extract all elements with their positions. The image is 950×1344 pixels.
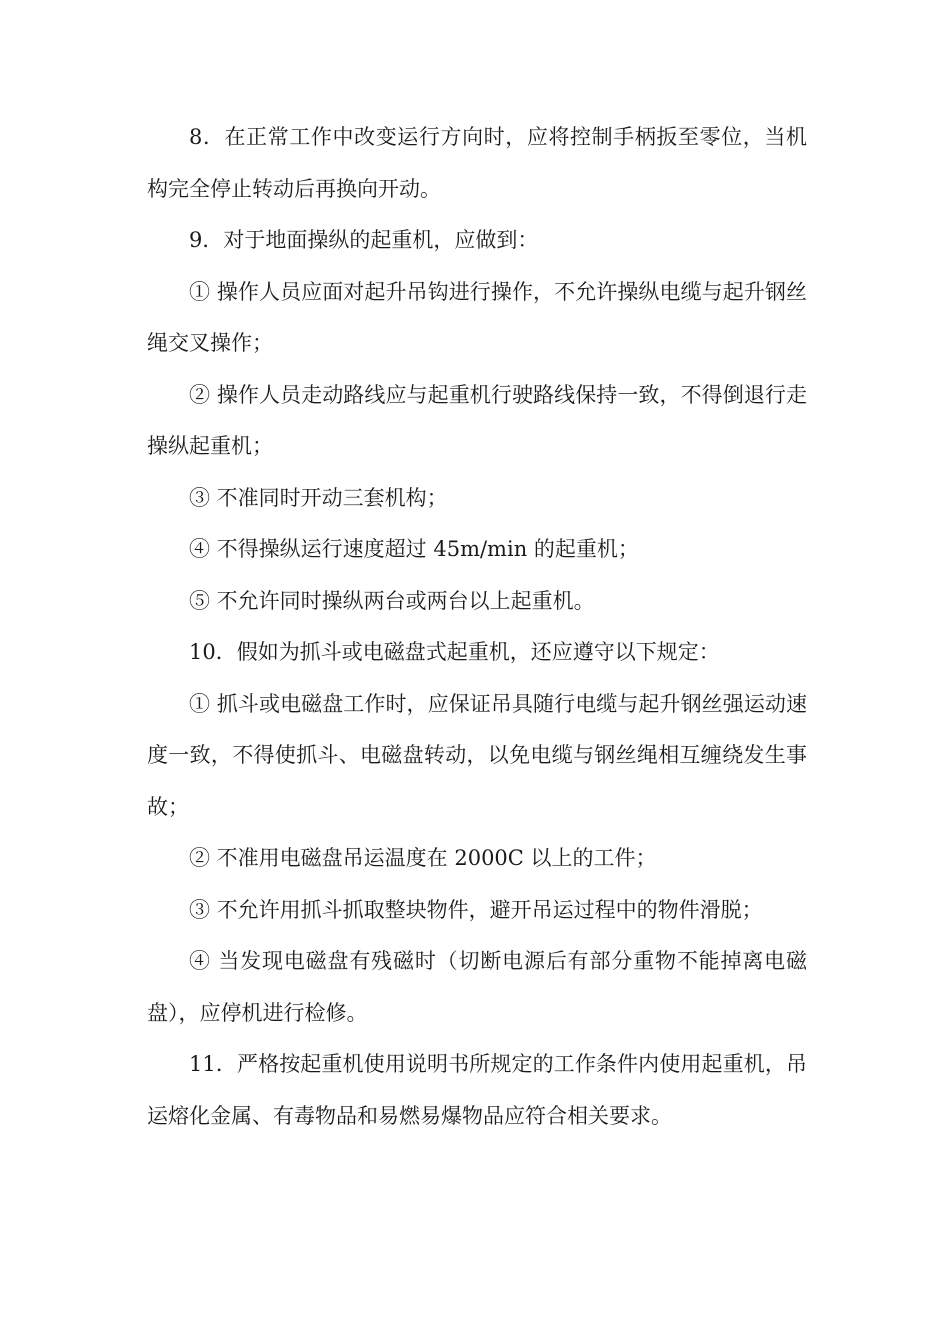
paragraph-item-8: 8．在正常工作中改变运行方向时，应将控制手柄扳至零位，当机构完全停止转动后再换向开动。 bbox=[147, 125, 807, 201]
paragraph-subitem-9-1: ① 操作人员应面对起升吊钩进行操作，不允许操纵电缆与起升钢丝绳交叉操作； bbox=[147, 279, 807, 355]
paragraph-subitem-10-1: ① 抓斗或电磁盘工作时，应保证吊具随行电缆与起升钢丝强运动速度一致，不得使抓斗、电磁盘转动，以免电缆与钢丝绳相互缠绕发生事故； bbox=[147, 691, 807, 819]
paragraph-subitem-10-4: ④ 当发现电磁盘有残磁时（切断电源后有部分重物不能掉离电磁盘），应停机进行检修。 bbox=[147, 949, 807, 1025]
paragraph-item-10: 10．假如为抓斗或电磁盘式起重机，还应遵守以下规定： bbox=[189, 640, 720, 664]
paragraph-subitem-10-3: ③ 不允许用抓斗抓取整块物件，避开吊运过程中的物件滑脱； bbox=[189, 897, 763, 922]
paragraph-subitem-10-2: ② 不准用电磁盘吊运温度在 2000C 以上的工件； bbox=[189, 846, 657, 870]
paragraph-subitem-9-4: ④ 不得操纵运行速度超过 45m/min 的起重机； bbox=[189, 537, 639, 561]
paragraph-item-11: 11．严格按起重机使用说明书所规定的工作条件内使用起重机，吊运熔化金属、有毒物品和易燃易爆物品应符合相关要求。 bbox=[147, 1052, 807, 1128]
paragraph-subitem-9-3: ③ 不准同时开动三套机构； bbox=[189, 485, 448, 510]
document-body bbox=[147, 112, 807, 1142]
paragraph-item-9: 9．对于地面操纵的起重机，应做到： bbox=[189, 228, 539, 252]
paragraph-subitem-9-5: ⑤ 不允许同时操纵两台或两台以上起重机。 bbox=[189, 588, 595, 613]
paragraph-subitem-9-2: ② 操作人员走动路线应与起重机行驶路线保持一致，不得倒退行走操纵起重机； bbox=[147, 382, 807, 458]
